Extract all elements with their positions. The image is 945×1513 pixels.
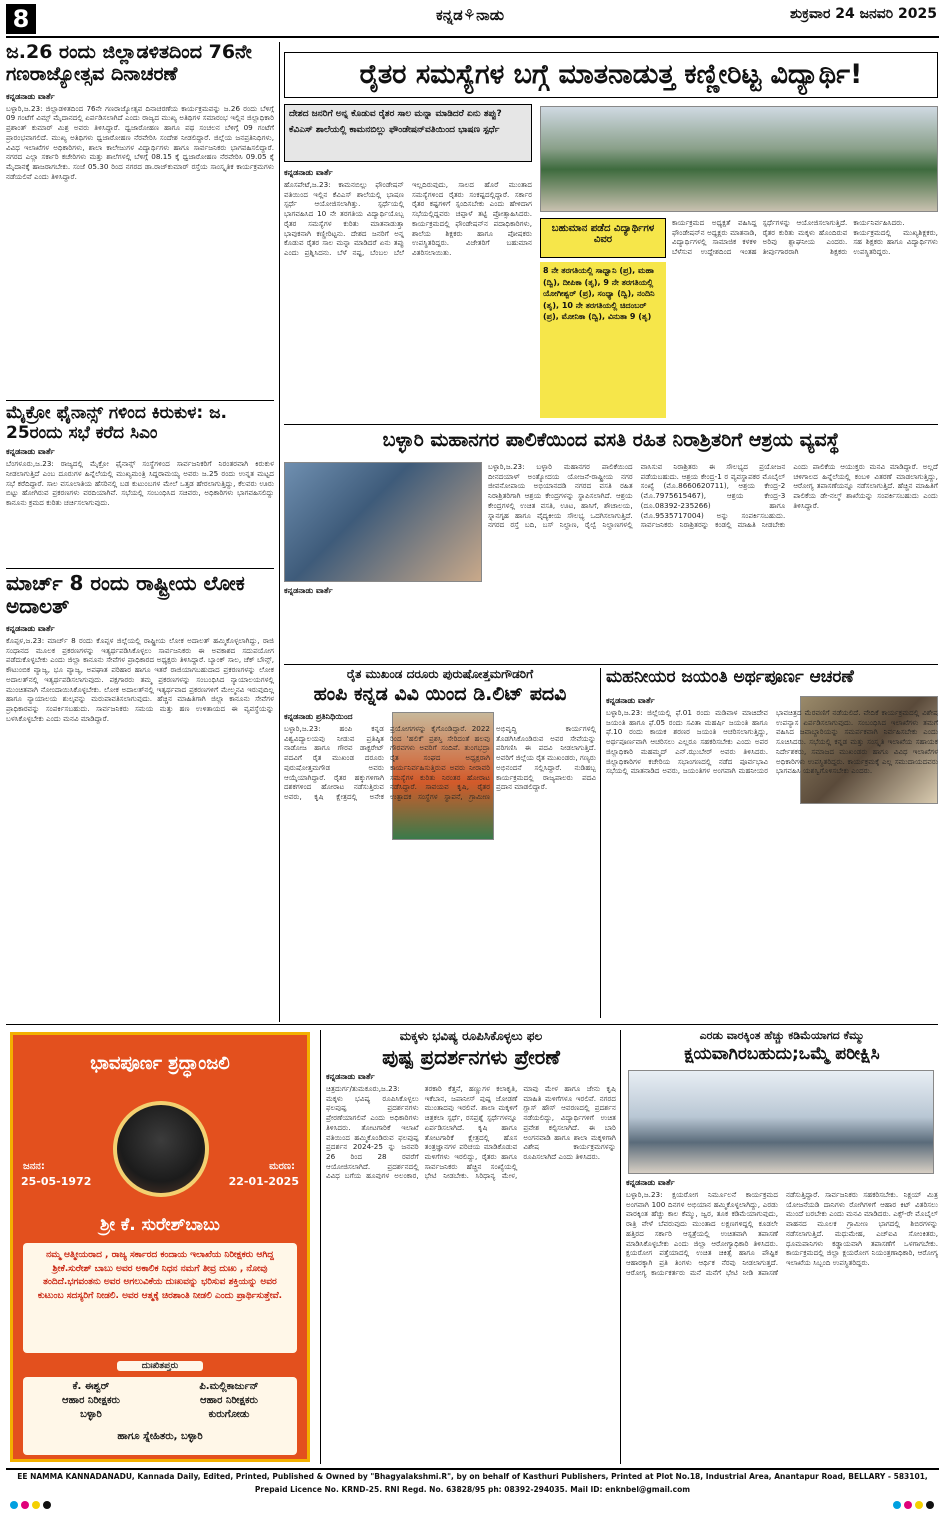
divider bbox=[6, 400, 274, 401]
mourner1-name: ಕೆ. ಈಶ್ವರ್ bbox=[72, 1381, 110, 1392]
column-divider bbox=[320, 1030, 321, 1464]
farmers-headline-box bbox=[284, 52, 938, 98]
friends-line: ಹಾಗೂ ಸ್ನೇಹಿತರು, ಬಳ್ಳಾರಿ bbox=[117, 1431, 203, 1442]
divider bbox=[284, 424, 938, 425]
footer-rule bbox=[6, 1468, 939, 1470]
headline: ಮಹನೀಯರ ಜಯಂತಿ ಅರ್ಥಪೂರ್ಣ ಆಚರಣೆ bbox=[606, 667, 854, 687]
farmers-subhead-box bbox=[284, 104, 532, 162]
column-divider bbox=[279, 42, 280, 1022]
prize-title-box bbox=[540, 218, 666, 258]
header-rule bbox=[6, 36, 939, 38]
article-shelter bbox=[284, 430, 938, 452]
prize-list bbox=[540, 262, 666, 418]
mourner1-place: ಬಳ್ಳಾರಿ bbox=[80, 1409, 102, 1420]
byline: ಕನ್ನಡನಾಡು ವಾರ್ತೆ bbox=[326, 1072, 375, 1081]
headline: ಕ್ಷಯವಾಗಿರಬಹುದು;ಒಮ್ಮೆ ಪರೀಕ್ಷಿಸಿ bbox=[684, 1043, 880, 1064]
mourners-box bbox=[23, 1377, 297, 1455]
headline: ಪುಷ್ಪ ಪ್ರದರ್ಶನಗಳು ಪ್ರೇರಣೆ bbox=[382, 1044, 560, 1069]
tribute-title: ಭಾವಪೂರ್ಣ ಶ್ರದ್ಧಾಂಜಲಿ bbox=[90, 1053, 230, 1074]
article-body: ಬಳ್ಳಾರಿ,ಜ.23: ಜಿಲ್ಲೆಯಲ್ಲಿ ಫೆ.01 ರಂದು ಮಡಿವಾಳ ಮಾಚಿದೇವ ಜಯಂತಿ ಹಾಗೂ ಫೆ.05 ರಂದು ಸವಿತಾ ಮಹರ್ಷಿ ಜಯಂತಿ ಹಾಗೂ ಫೆ.10 ರಂದು ಕಾಯಕ ಶರಣರ ಜಯಂತಿ ಆಚರಿಸಲಾಗುತ್ತಿದ್ದು, ಅರ್ಥಪೂರ್ಣವಾಗಿ ಆಚರಿಸಲು ಎಲ್ಲರೂ ಸಹಕರಿಸಬೇಕು ಎಂದು ಅಪರ ಜಿಲ್ಲಾಧಿಕಾರಿ ಮಹಮ್ಮದ್ ಎನ್.ಝುಬೇರ್ ಅವರು ತಿಳಿಸಿದರು. ಜಿಲ್ಲಾಧಿಕಾರಿಗಳ ಕಚೇರಿಯ ಸಭಾಂಗಣದಲ್ಲಿ ನಡೆದ ಪೂರ್ವಭಾವಿ ಸಭೆಯಲ್ಲಿ ಮಾತನಾಡಿದ ಅವರು, ಜಯಂತಿಗಳ ಅಂಗವಾಗಿ ಮಹನೀಯರ ಭಾವಚಿತ್ರದ ಮೆರವಣಿಗೆ ನಡೆಯಲಿದೆ. ವೇದಿಕೆ ಕಾರ್ಯಕ್ರಮದಲ್ಲಿ ವಿಶೇಷ ಉಪನ್ಯಾಸ ಏರ್ಪಡಿಸಲಾಗುವುದು. ಸಂಬಂಧಿಸಿದ ಇಲಾಖೆಗಳು ತಮಗೆ ವಹಿಸಿದ ಜವಾಬ್ದಾರಿಯನ್ನು ಸಮರ್ಪಕವಾಗಿ ನಿರ್ವಹಿಸಬೇಕು ಎಂದು ಸೂಚಿಸಿದರು. ಸಭೆಯಲ್ಲಿ ಕನ್ನಡ ಮತ್ತು ಸಂಸ್ಕೃತಿ ಇಲಾಖೆಯ ಸಹಾಯಕ ನಿರ್ದೇಶಕರು, ಸಮಾಜದ ಮುಖಂಡರು ಹಾಗೂ ವಿವಿಧ ಇಲಾಖೆಗಳ ಅಧಿಕಾರಿಗಳು ಉಪಸ್ಥಿತರಿದ್ದರು. ಕಾರ್ಯಕ್ರಮಕ್ಕೆ ಎಲ್ಲ ಸಮುದಾಯದವರು ಭಾಗವಹಿಸಿ ಯಶಸ್ವಿಗೊಳಿಸಬೇಕು ಎಂದರು. bbox=[606, 708, 938, 776]
article-flower-show bbox=[326, 1030, 616, 1069]
byline: ಕನ್ನಡನಾಡು ವಾರ್ತೆ bbox=[6, 624, 55, 633]
byline: ಕನ್ನಡನಾಡು ವಾರ್ತೆ bbox=[606, 696, 655, 705]
tb-byline-wrap bbox=[626, 1178, 776, 1190]
article-body: ಬಳ್ಳಾರಿ,ಜ.23: ಬಳ್ಳಾರಿ ಮಹಾನಗರ ಪಾಲಿಕೆಯಿಂದ ದೀನದಯಾಳ್ ಅಂತ್ಯೋದಯ ಯೋಜನೆ-ರಾಷ್ಟ್ರೀಯ ನಗರ ಜೀವನೋಪಾಯ ಅಭಿಯಾನದಡಿ ನಗರದ ವಸತಿ ರಹಿತ ನಿರಾಶ್ರಿತರಿಗಾಗಿ ಆಶ್ರಯ ಕೇಂದ್ರಗಳನ್ನು ಸ್ಥಾಪಿಸಲಾಗಿದೆ. ಆಶ್ರಯ ಕೇಂದ್ರಗಳಲ್ಲಿ ಉಚಿತ ವಸತಿ, ಊಟ, ಹಾಸಿಗೆ, ಶೌಚಾಲಯ, ಸ್ನಾನಗೃಹ ಹಾಗೂ ವೈದ್ಯಕೀಯ ಸೌಲಭ್ಯ ಒದಗಿಸಲಾಗುತ್ತಿದೆ. ನಗರದ ರಸ್ತೆ ಬದಿ, ಬಸ್ ನಿಲ್ದಾಣ, ರೈಲ್ವೆ ನಿಲ್ದಾಣಗಳಲ್ಲಿ ವಾಸಿಸುವ ನಿರಾಶ್ರಿತರು ಈ ಸೌಲಭ್ಯದ ಪ್ರಯೋಜನ ಪಡೆಯಬಹುದು. ಆಶ್ರಯ ಕೇಂದ್ರ-1 ರ ವ್ಯವಸ್ಥಾಪಕರ ಮೊಬೈಲ್ ಸಂಖ್ಯೆ (ಮೊ.8660620711), ಆಶ್ರಯ ಕೇಂದ್ರ-2 (ಮೊ.7975615467), ಆಶ್ರಯ ಕೇಂದ್ರ-3 (ದೂ.08392-235266) ಹಾಗೂ (ಮೊ.9535717004) ಅನ್ನು ಸಂಪರ್ಕಿಸಬಹುದು. ಸಾರ್ವಜನಿಕರು ನಿರಾಶ್ರಿತರನ್ನು ಕಂಡಲ್ಲಿ ಮಾಹಿತಿ ನೀಡಬೇಕು ಎಂದು ಪಾಲಿಕೆಯ ಆಯುಕ್ತರು ಮನವಿ ಮಾಡಿದ್ದಾರೆ. ಅಲ್ಲದೆ ಚಳಿಗಾಲದ ಹಿನ್ನೆಲೆಯಲ್ಲಿ ಕಂಬಳಿ ವಿತರಣೆ ಮಾಡಲಾಗುತ್ತಿದ್ದು, ಆರೋಗ್ಯ ತಪಾಸಣೆಯನ್ನೂ ನಡೆಸಲಾಗುತ್ತಿದೆ. ಹೆಚ್ಚಿನ ಮಾಹಿತಿಗೆ ಪಾಲಿಕೆಯ ಡೇ-ನಲ್ಮ್ ಶಾಖೆಯನ್ನು ಸಂಪರ್ಕಿಸಬಹುದು ಎಂದು ತಿಳಿಸಿದ್ದಾರೆ. bbox=[488, 462, 938, 530]
prize-title: ಬಹುಮಾನ ಪಡೆದ ವಿದ್ಯಾರ್ಥಿಗಳ ವಿವರ bbox=[551, 223, 655, 245]
divider bbox=[284, 664, 938, 665]
article-body: ಹೊಸಪೇಟೆ,ಜ.23: ಕಾಮನಬಿಲ್ಲು ಫೌಂಡೇಷನ್ ವತಿಯಿಂದ ಇಲ್ಲಿನ ಕೆವಿಎಸ್ ಶಾಲೆಯಲ್ಲಿ ಭಾಷಣ ಸ್ಪರ್ಧೆ ಆಯೋಜಿಸಲಾಗಿತ್ತು. ಸ್ಪರ್ಧೆಯಲ್ಲಿ ಭಾಗವಹಿಸಿದ 10 ನೇ ತರಗತಿಯ ವಿದ್ಯಾರ್ಥಿಯೊಬ್ಬ ರೈತರ ಸಮಸ್ಯೆಗಳ ಕುರಿತು ಮಾತನಾಡುತ್ತಾ ಭಾವುಕನಾಗಿ ಕಣ್ಣೀರಿಟ್ಟನು. ದೇಶದ ಜನರಿಗೆ ಅನ್ನ ಕೊಡುವ ರೈತರ ಸಾಲ ಮನ್ನಾ ಮಾಡಿದರೆ ಏನು ತಪ್ಪು ಎಂದು ಪ್ರಶ್ನಿಸಿದನು. ಬೆಳೆ ನಷ್ಟ, ಬೆಂಬಲ ಬೆಲೆ ಇಲ್ಲದಿರುವುದು, ಸಾಲದ ಹೊರೆ ಮುಂತಾದ ಸಮಸ್ಯೆಗಳಿಂದ ರೈತರು ಸಂಕಷ್ಟದಲ್ಲಿದ್ದಾರೆ. ಸರ್ಕಾರ ರೈತರ ಕಷ್ಟಗಳಿಗೆ ಸ್ಪಂದಿಸಬೇಕು ಎಂದು ಹೇಳಿದಾಗ ಸಭೆಯಲ್ಲಿದ್ದವರು ಚಪ್ಪಾಳೆ ತಟ್ಟಿ ಪ್ರೋತ್ಸಾಹಿಸಿದರು. ಕಾರ್ಯಕ್ರಮದಲ್ಲಿ ಫೌಂಡೇಷನ್‌ನ ಪದಾಧಿಕಾರಿಗಳು, ಶಾಲೆಯ ಶಿಕ್ಷಕರು ಹಾಗೂ ಪೋಷಕರು ಉಪಸ್ಥಿತರಿದ್ದರು. ವಿಜೇತರಿಗೆ ಬಹುಮಾನ ವಿತರಿಸಲಾಯಿತು. bbox=[284, 180, 532, 258]
headline-top: ಮಕ್ಕಳು ಭವಿಷ್ಯ ರೂಪಿಸಿಕೊಳ್ಳಲು ಫಲ bbox=[399, 1029, 543, 1043]
byline: ಕನ್ನಡನಾಡು ವಾರ್ತೆ bbox=[6, 447, 55, 457]
footer-line2: Prepaid Licence No. KRND-25. RNI Regd. No. 63828/95 ph: 08392-294035. Mail ID: enknbel@gmail.com bbox=[254, 1485, 691, 1494]
byline: ಕನ್ನಡನಾಡು ವಾರ್ತೆ bbox=[284, 168, 333, 177]
byline: ಕನ್ನಡನಾಡು ವಾರ್ತೆ bbox=[6, 91, 55, 101]
subhead-question: ದೇಶದ ಜನರಿಗೆ ಅನ್ನ ಕೊಡುವ ರೈತರ ಸಾಲ ಮನ್ನಾ ಮಾಡಿದರೆ ಏನು ತಪ್ಪು? bbox=[289, 109, 502, 119]
column-divider bbox=[600, 668, 601, 1018]
born-date: 25-05-1972 bbox=[21, 1175, 92, 1188]
column-divider bbox=[620, 1030, 621, 1464]
mourner1-role: ಆಹಾರ ನಿರೀಕ್ಷಕರು bbox=[62, 1395, 120, 1406]
article-micro-finance bbox=[6, 404, 274, 566]
subhead: ಕೆವಿಎಸ್ ಶಾಲೆಯಲ್ಲಿ ಕಾಮನಬಿಲ್ಲು ಫೌಂಡೇಷನ್‌ವತಿಯಿಂದ ಭಾಷಣ ಸ್ಪರ್ಧೆ bbox=[289, 124, 500, 135]
registration-dots-left bbox=[10, 1494, 54, 1513]
headline: ಮಾರ್ಚ್ 8 ರಂದು ರಾಷ್ಟ್ರೀಯ ಲೋಕ ಅದಾಲತ್ bbox=[6, 571, 245, 618]
article-tb-test bbox=[626, 1030, 938, 1064]
students-group-photo bbox=[540, 106, 938, 212]
health-camp-photo bbox=[628, 1070, 934, 1174]
masthead: ಕನ್ನಡ⚘ನಾಡು bbox=[435, 6, 505, 24]
article-lok-adalat bbox=[6, 572, 274, 1020]
prize-list-text: 8 ನೇ ತರಗತಿಯಲ್ಲಿ ಸಾಧ್ವಾನಿ (ಪ್ರ), ಮಹಾ (ದ್ವಿ), ದೀಪಿಕಾ (ತೃ), 9 ನೇ ತರಗತಿಯಲ್ಲಿ ಯೋಗೀಶ್ವರ್ (ಪ್ರ), ಸಂಧ್ಯಾ (ದ್ವಿ), ನಂದಿನಿ (ತೃ), 10 ನೇ ತರಗತಿಯಲ್ಲಿ ಚಿದಂಬರ್ (ಪ್ರ), ಮೋನಿಕಾ (ದ್ವಿ), ವಿನುತಾ 9 (ತೃ) bbox=[543, 266, 655, 322]
tribute-ad bbox=[10, 1032, 310, 1462]
page-number: 8 bbox=[6, 4, 36, 34]
article-body: ಬಳ್ಳಾರಿ,ಜ.23: ಕ್ಷಯರೋಗ ನಿರ್ಮೂಲನೆ ಕಾರ್ಯಕ್ರಮದ ಅಂಗವಾಗಿ 100 ದಿನಗಳ ಅಭಿಯಾನ ಹಮ್ಮಿಕೊಳ್ಳಲಾಗಿದ್ದು, ಎರಡು ವಾರಕ್ಕಿಂತ ಹೆಚ್ಚು ಕಾಲ ಕೆಮ್ಮು, ಜ್ವರ, ತೂಕ ಕಡಿಮೆಯಾಗುವುದು, ರಾತ್ರಿ ವೇಳೆ ಬೆವರುವುದು ಮುಂತಾದ ಲಕ್ಷಣಗಳಿದ್ದಲ್ಲಿ ಕೂಡಲೇ ಹತ್ತಿರದ ಸರ್ಕಾರಿ ಆಸ್ಪತ್ರೆಯಲ್ಲಿ ಉಚಿತವಾಗಿ ತಪಾಸಣೆ ಮಾಡಿಸಿಕೊಳ್ಳಬೇಕು ಎಂದು ಜಿಲ್ಲಾ ಆರೋಗ್ಯಾಧಿಕಾರಿ ತಿಳಿಸಿದರು. ಕ್ಷಯರೋಗ ಪತ್ತೆಯಾದಲ್ಲಿ ಉಚಿತ ಚಿಕಿತ್ಸೆ ಹಾಗೂ ಪೌಷ್ಟಿಕ ಆಹಾರಕ್ಕಾಗಿ ಪ್ರತಿ ತಿಂಗಳು ಆರ್ಥಿಕ ನೆರವು ನೀಡಲಾಗುತ್ತದೆ. ಆರೋಗ್ಯ ಕಾರ್ಯಕರ್ತರು ಮನೆ ಮನೆಗೆ ಭೇಟಿ ನೀಡಿ ತಪಾಸಣೆ ನಡೆಸುತ್ತಿದ್ದಾರೆ. ಸಾರ್ವಜನಿಕರು ಸಹಕರಿಸಬೇಕು. ನಿಕ್ಷಯ್ ಮಿತ್ರ ಯೋಜನೆಯಡಿ ದಾನಿಗಳು ರೋಗಿಗಳಿಗೆ ಆಹಾರ ಕಿಟ್ ವಿತರಿಸಲು ಮುಂದೆ ಬರಬೇಕು ಎಂದು ಮನವಿ ಮಾಡಿದರು. ಎಕ್ಸ್-ರೇ ಮೊಬೈಲ್ ವಾಹನದ ಮೂಲಕ ಗ್ರಾಮೀಣ ಭಾಗದಲ್ಲಿ ಶಿಬಿರಗಳನ್ನು ನಡೆಸಲಾಗುತ್ತಿದೆ. ಮಧುಮೇಹ, ಎಚ್‌ಐವಿ ಸೋಂಕಿತರು, ಧೂಮಪಾನಿಗಳು ಕಡ್ಡಾಯವಾಗಿ ತಪಾಸಣೆಗೆ ಒಳಗಾಗಬೇಕು. ಕಾರ್ಯಕ್ರಮದಲ್ಲಿ ಜಿಲ್ಲಾ ಕ್ಷಯರೋಗ ನಿಯಂತ್ರಣಾಧಿಕಾರಿ, ಆರೋಗ್ಯ ಇಲಾಖೆಯ ಸಿಬ್ಬಂದಿ ಉಪಸ್ಥಿತರಿದ್ದರು. bbox=[626, 1190, 938, 1277]
article-body: ಬಳ್ಳಾರಿ,ಜ.23: ಹಂಪಿ ಕನ್ನಡ ವಿಶ್ವವಿದ್ಯಾಲಯವು ನೀಡುವ ಪ್ರತಿಷ್ಠಿತ ನಾಡೋಜ ಹಾಗೂ ಗೌರವ ಡಾಕ್ಟರೇಟ್ ಪದವಿಗೆ ರೈತ ಮುಖಂಡ ದರೂರು ಪುರುಷೋತ್ತಮಗೌಡ ಅವರು ಆಯ್ಕೆಯಾಗಿದ್ದಾರೆ. ರೈತರ ಹಕ್ಕುಗಳಿಗಾಗಿ ದಶಕಗಳಿಂದ ಹೋರಾಟ ನಡೆಸುತ್ತಿರುವ ಅವರು, ಕೃಷಿ ಕ್ಷೇತ್ರದಲ್ಲಿ ಅನೇಕ ಪ್ರಯೋಗಗಳನ್ನು ಕೈಗೊಂಡಿದ್ದಾರೆ. 2022 ರಿಂದ 'ಹಲಿಕೆ' ಪ್ರಶಸ್ತಿ ಸೇರಿದಂತೆ ಹಲವು ಗೌರವಗಳು ಅವರಿಗೆ ಸಂದಿವೆ. ತುಂಗಭದ್ರಾ ರೈತ ಸಂಘದ ಅಧ್ಯಕ್ಷರಾಗಿ ಕಾರ್ಯನಿರ್ವಹಿಸುತ್ತಿರುವ ಅವರು ನೀರಾವರಿ ಸಮಸ್ಯೆಗಳ ಕುರಿತು ನಿರಂತರ ಹೋರಾಟ ನಡೆಸಿದ್ದಾರೆ. ಸಾವಯವ ಕೃಷಿ, ರೈತರ ಉತ್ಪಾದಕ ಸಂಸ್ಥೆಗಳ ಸ್ಥಾಪನೆ, ಗ್ರಾಮೀಣ ಅಭಿವೃದ್ಧಿ ಕಾರ್ಯಗಳಲ್ಲಿ ತೊಡಗಿಸಿಕೊಂಡಿರುವ ಅವರ ಸೇವೆಯನ್ನು ಪರಿಗಣಿಸಿ ಈ ಪದವಿ ನೀಡಲಾಗುತ್ತಿದೆ. ಅವರಿಗೆ ಜಿಲ್ಲೆಯ ರೈತ ಮುಖಂಡರು, ಗಣ್ಯರು ಅಭಿನಂದನೆ ಸಲ್ಲಿಸಿದ್ದಾರೆ. ನುಡಿಹಬ್ಬ ಕಾರ್ಯಕ್ರಮದಲ್ಲಿ ರಾಜ್ಯಪಾಲರು ಪದವಿ ಪ್ರದಾನ ಮಾಡಲಿದ್ದಾರೆ. bbox=[284, 724, 596, 802]
mourner2-name: ಪಿ.ಮಲ್ಲಿಕಾರ್ಜುನ್ bbox=[199, 1381, 259, 1392]
article-body: ಕೊಪ್ಪಳ,ಜ.23: ಮಾರ್ಚ್ 8 ರಂದು ಕೊಪ್ಪಳ ಜಿಲ್ಲೆಯಲ್ಲಿ ರಾಷ್ಟ್ರೀಯ ಲೋಕ ಅದಾಲತ್ ಹಮ್ಮಿಕೊಳ್ಳಲಾಗಿದ್ದು, ರಾಜಿ ಸಂಧಾನದ ಮೂಲಕ ಪ್ರಕರಣಗಳನ್ನು ಇತ್ಯರ್ಥಪಡಿಸಿಕೊಳ್ಳಲು ಸಾರ್ವಜನಿಕರು ಈ ಅವಕಾಶದ ಸದುಪಯೋಗ ಪಡೆದುಕೊಳ್ಳಬೇಕು ಎಂದು ಜಿಲ್ಲಾ ಕಾನೂನು ಸೇವೆಗಳ ಪ್ರಾಧಿಕಾರದ ಅಧ್ಯಕ್ಷರು ತಿಳಿಸಿದ್ದಾರೆ. ಬ್ಯಾಂಕ್ ಸಾಲ, ಚೆಕ್ ಬೌನ್ಸ್, ಕೌಟುಂಬಿಕ ವ್ಯಾಜ್ಯ, ಭೂ ವ್ಯಾಜ್ಯ, ಅಪಘಾತ ಪರಿಹಾರ ಹಾಗೂ ಇತರೆ ರಾಜಿಯಾಗಬಹುದಾದ ಪ್ರಕರಣಗಳನ್ನು ಲೋಕ ಅದಾಲತ್‌ನಲ್ಲಿ ಇತ್ಯರ್ಥಪಡಿಸಲಾಗುವುದು. ಪಕ್ಷಗಾರರು ತಮ್ಮ ಪ್ರಕರಣಗಳನ್ನು ಸಂಬಂಧಿಸಿದ ನ್ಯಾಯಾಲಯಗಳಲ್ಲಿ ಮುಂಚಿತವಾಗಿ ನೋಂದಾಯಿಸಿಕೊಳ್ಳಬೇಕು. ಲೋಕ ಅದಾಲತ್‌ನಲ್ಲಿ ಇತ್ಯರ್ಥವಾದ ಪ್ರಕರಣಗಳಿಗೆ ಮೇಲ್ಮನವಿ ಇರುವುದಿಲ್ಲ ಹಾಗೂ ನ್ಯಾಯಾಲಯ ಶುಲ್ಕವನ್ನು ಮರುಪಾವತಿಸಲಾಗುವುದು. ಹೆಚ್ಚಿನ ಮಾಹಿತಿಗಾಗಿ ಜಿಲ್ಲಾ ಕಾನೂನು ಸೇವೆಗಳ ಪ್ರಾಧಿಕಾರವನ್ನು ಸಂಪರ್ಕಿಸಬಹುದು. ಸಾರ್ವಜನಿಕರು ಸಮಯ ಮತ್ತು ಹಣ ಉಳಿತಾಯದ ಈ ವ್ಯವಸ್ಥೆಯನ್ನು ಬಳಸಿಕೊಳ್ಳಬೇಕು ಎಂದು ಮನವಿ ಮಾಡಿದ್ದಾರೆ. bbox=[6, 636, 274, 723]
registration-dots-right bbox=[893, 1494, 937, 1513]
article-jayanti bbox=[606, 668, 938, 688]
article-body: ಬಳ್ಳಾರಿ,ಜ.23: ಜಿಲ್ಲಾಡಳಿತದಿಂದ 76ನೇ ಗಣರಾಜ್ಯೋತ್ಸವ ದಿನಾಚರಣೆಯ ಕಾರ್ಯಕ್ರಮವನ್ನು ಜ.26 ರಂದು ಬೆಳಿಗ್ಗೆ 09 ಗಂಟೆಗೆ ವಿಮ್ಸ್ ಮೈದಾನದಲ್ಲಿ ಏರ್ಪಡಿಸಲಾಗಿದೆ ಎಂದು ರಾಜ್ಯದ ಮುಖ್ಯ ಅತಿಥಿಗಳ ಸಮಾರಂಭ ಇಲ್ಲಿನ ಜಿಲ್ಲಾಧಿಕಾರಿ ಪ್ರಶಾಂತ್ ಕುಮಾರ್ ಮಿಶ್ರ ಅವರು ತಿಳಿಸಿದ್ದಾರೆ. ಧ್ವಜಾರೋಹಣ ಹಾಗೂ ಪಥ ಸಂಚಲನ ಬೆಳಿಗ್ಗೆ 09 ಗಂಟೆಗೆ ಪ್ರಾರಂಭವಾಗಲಿದೆ. ಮುಖ್ಯ ಅತಿಥಿಗಳು ಧ್ವಜಾರೋಹಣ ನೆರವೇರಿಸಿ ಸಂದೇಶ ನೀಡಲಿದ್ದಾರೆ. ಜಿಲ್ಲೆಯ ಜನಪ್ರತಿನಿಧಿಗಳು, ವಿವಿಧ ಇಲಾಖೆಗಳ ಅಧಿಕಾರಿಗಳು, ಶಾಲಾ ಕಾಲೇಜುಗಳ ವಿದ್ಯಾರ್ಥಿಗಳು ಹಾಗೂ ಸಾರ್ವಜನಿಕರು ಭಾಗವಹಿಸಲಿದ್ದಾರೆ. ನಗರದ ಎಲ್ಲಾ ಸರ್ಕಾರಿ ಕಚೇರಿಗಳು ಮತ್ತು ಶಾಲೆಗಳಲ್ಲಿ ಬೆಳಿಗ್ಗೆ 08.15 ಕ್ಕೆ ಧ್ವಜಾರೋಹಣ ನೆರವೇರಿಸಿ 09.05 ಕ್ಕೆ ಮೈದಾನಕ್ಕೆ ಹಾಜರಾಗಬೇಕು. ಸಂಜೆ 05.30 ರಿಂದ ನಗರದ ಡಾ.ರಾಜ್‌ಕುಮಾರ್ ರಸ್ತೆಯ ಸಾಂಸ್ಕೃತಿಕ ಕಾರ್ಯಕ್ರಮಗಳು ನಡೆಯಲಿವೆ ಎಂದು ತಿಳಿಸಿದ್ದಾರೆ. bbox=[6, 103, 274, 181]
farmers-body-col bbox=[284, 168, 532, 418]
farmers-right-body: ಕಾರ್ಯಕ್ರಮದ ಅಧ್ಯಕ್ಷತೆ ವಹಿಸಿದ್ದ ಫೌಂಡೇಷನ್‌ನ ಅಧ್ಯಕ್ಷರು ಮಾತನಾಡಿ, ವಿದ್ಯಾರ್ಥಿಗಳಲ್ಲಿ ಸಾಮಾಜಿಕ ಕಳಕಳಿ ಬೆಳೆಸುವ ಉದ್ದೇಶದಿಂದ ಇಂತಹ ಸ್ಪರ್ಧೆಗಳನ್ನು ಆಯೋಜಿಸಲಾಗುತ್ತಿದೆ. ರೈತರ ಕುರಿತು ಮಕ್ಕಳು ಹೊಂದಿರುವ ಅರಿವು ಶ್ಲಾಘನೀಯ ಎಂದರು. ತೀರ್ಪುಗಾರರಾಗಿ ಶಿಕ್ಷಕರು ಕಾರ್ಯನಿರ್ವಹಿಸಿದರು. ಕಾರ್ಯಕ್ರಮದಲ್ಲಿ ಮುಖ್ಯಶಿಕ್ಷಕರು, ಸಹ ಶಿಕ್ಷಕರು ಹಾಗೂ ವಿದ್ಯಾರ್ಥಿಗಳು ಉಪಸ್ಥಿತರಿದ್ದರು. bbox=[672, 218, 938, 257]
tribute-message: ನಮ್ಮ ಆತ್ಮೀಯರಾದ , ರಾಜ್ಯ ಸರ್ಕಾರದ ಕಂದಾಯ ಇಲಾಖೆಯ ನಿರೀಕ್ಷಕರು ಆಗಿದ್ದ ಶ್ರೀಕೆ.ಸುರೇಶ್ ಬಾಬು ಅವರ ಅಕಾಲಿಕ ನಿಧನ ನಮಗೆ ತೀವ್ರ ದುಃಖ , ನೋವು ತಂದಿದೆ.ಭಗವಂತನು ಅವರ ಅಗಲುವಿಕೆಯ ದುಃಖವನ್ನು ಭರಿಸುವ ಶಕ್ತಿಯನ್ನು ಅವರ ಕುಟುಂಬ ಸದಸ್ಯರಿಗೆ ನೀಡಲಿ. ಅವರ ಆತ್ಮಕ್ಕೆ ಚಿರಶಾಂತಿ ನೀಡಲಿ ಎಂದು ಪ್ರಾರ್ಥಿಸುತ್ತೇವೆ. bbox=[23, 1243, 297, 1353]
mourner2-role: ಆಹಾರ ನಿರೀಕ್ಷಕರು bbox=[200, 1395, 258, 1406]
died-label: ಮರಣ: bbox=[269, 1161, 295, 1172]
article-republic-day bbox=[6, 42, 274, 397]
flower-byline-wrap bbox=[326, 1072, 616, 1084]
headline: ಮೈಕ್ರೋ ಫೈನಾನ್ಸ್ ಗಳಿಂದ ಕಿರುಕುಳ: ಜ. 25ರಂದು ಸಭೆ ಕರೆದ ಸಿಎಂ bbox=[6, 403, 227, 443]
byline: ಕನ್ನಡನಾಡು ಪ್ರತಿನಿಧಿಯಿಂದ bbox=[284, 712, 353, 721]
born-label: ಜನನ: bbox=[23, 1161, 45, 1172]
headline-top: ಎರಡು ವಾರಕ್ಕಿಂತ ಹೆಚ್ಚು ಕಡಿಮೆಯಾಗದ ಕೆಮ್ಮು bbox=[699, 1029, 865, 1042]
shelter-photo bbox=[284, 462, 482, 582]
headline: ಜ.26 ರಂದು ಜಿಲ್ಲಾಡಳಿತದಿಂದ 76ನೇ ಗಣರಾಜ್ಯೋತ್ಸವ ದಿನಾಚರಣೆ bbox=[6, 41, 252, 85]
byline: ಕನ್ನಡನಾಡು ವಾರ್ತೆ bbox=[626, 1178, 675, 1187]
divider bbox=[6, 1024, 938, 1025]
mourner2-place: ಕುರುಗೋಡು bbox=[208, 1409, 250, 1420]
mourners-label: ದುಃಖಿತಪ್ತರು bbox=[117, 1361, 203, 1371]
headline: ಹಂಪಿ ಕನ್ನಡ ವಿವಿ ಯಿಂದ ಡಿ.ಲಿಟ್ ಪದವಿ bbox=[313, 682, 567, 705]
headline-top: ರೈತ ಮುಖಂಡ ದರೂರು ಪುರುಷೋತ್ತಮಗೌಡರಿಗೆ bbox=[346, 667, 534, 681]
divider bbox=[6, 568, 274, 569]
headline: ರೈತರ ಸಮಸ್ಯೆಗಳ ಬಗ್ಗೆ ಮಾತನಾಡುತ್ತ ಕಣ್ಣೀರಿಟ್ಟ ವಿದ್ಯಾರ್ಥಿ! bbox=[359, 59, 863, 90]
died-date: 22-01-2025 bbox=[228, 1175, 299, 1188]
headline: ಬಳ್ಳಾರಿ ಮಹಾನಗರ ಪಾಲಿಕೆಯಿಂದ ವಸತಿ ರಹಿತ ನಿರಾಶ್ರಿತರಿಗೆ ಆಶ್ರಯ ವ್ಯವಸ್ಥೆ bbox=[382, 429, 840, 451]
deceased-photo bbox=[113, 1101, 209, 1197]
deceased-name: ಶ್ರೀ ಕೆ. ಸುರೇಶ್‌ಬಾಬು bbox=[100, 1215, 220, 1235]
byline: ಕನ್ನಡನಾಡು ವಾರ್ತೆ bbox=[284, 586, 333, 595]
article-body: ಬೆಂಗಳೂರು,ಜ.23: ರಾಜ್ಯದಲ್ಲಿ ಮೈಕ್ರೋ ಫೈನಾನ್ಸ್ ಸಂಸ್ಥೆಗಳಿಂದ ಸಾರ್ವಜನಿಕರಿಗೆ ನಿರಂತರವಾಗಿ ಕಿರುಕುಳ ನೀಡಲಾಗುತ್ತಿದೆ ಎಂಬ ದೂರುಗಳ ಹಿನ್ನೆಲೆಯಲ್ಲಿ ಮುಖ್ಯಮಂತ್ರಿ ಸಿದ್ದರಾಮಯ್ಯ ಅವರು ಜ.25 ರಂದು ಉನ್ನತ ಮಟ್ಟದ ಸಭೆ ಕರೆದಿದ್ದಾರೆ. ಸಾಲ ವಸೂಲಾತಿಯ ಹೆಸರಿನಲ್ಲಿ ಬಡ ಕುಟುಂಬಗಳ ಮೇಲೆ ಒತ್ತಡ ಹೇರಲಾಗುತ್ತಿದ್ದು, ಕೆಲವರು ಊರು ಬಿಟ್ಟು ಹೋಗಿರುವ ಪ್ರಕರಣಗಳು ವರದಿಯಾಗಿವೆ. ಸಭೆಯಲ್ಲಿ ಸಂಬಂಧಿಸಿದ ಸಚಿವರು, ಅಧಿಕಾರಿಗಳು ಭಾಗವಹಿಸಲಿದ್ದು ಕಾನೂನು ಕ್ರಮದ ಕುರಿತು ಚರ್ಚಿಸಲಾಗುವುದು. bbox=[6, 459, 274, 507]
footer-line1: EE NAMMA KANNADANADU, Kannada Daily, Edited, Printed, Published & Owned by "Bhagyalakshmi.R", by on behalf of Kasthuri Publishers, Printed at Plot No.18, Industrial Area, Anantapur Road, BELLARY - 583101, bbox=[17, 1472, 928, 1481]
article-body: ಚಿತ್ರದುರ್ಗ/ತುಮಕೂರು,ಜ.23: ಮಕ್ಕಳು ಭವಿಷ್ಯ ರೂಪಿಸಿಕೊಳ್ಳಲು ಫಲಪುಷ್ಪ ಪ್ರದರ್ಶನಗಳು ಪ್ರೇರಣೆಯಾಗಲಿವೆ ಎಂದು ಅಧಿಕಾರಿಗಳು ತಿಳಿಸಿದರು. ತೋಟಗಾರಿಕೆ ಇಲಾಖೆ ವತಿಯಿಂದ ಹಮ್ಮಿಕೊಂಡಿರುವ ಫಲಪುಷ್ಪ ಪ್ರದರ್ಶನ 2024-25 ನ್ನು ಜನವರಿ 26 ರಿಂದ 28 ರವರೆಗೆ ಆಯೋಜಿಸಲಾಗಿದೆ. ಪ್ರದರ್ಶನದಲ್ಲಿ ವಿವಿಧ ಬಗೆಯ ಹೂವುಗಳ ಅಲಂಕಾರ, ತರಕಾರಿ ಕೆತ್ತನೆ, ಹಣ್ಣುಗಳ ಕಲಾಕೃತಿ, ಇಕೆಬಾನ, ಜಪಾನೀಸ್ ಪುಷ್ಪ ಜೋಡಣೆ ಮುಂತಾದವು ಇರಲಿವೆ. ಶಾಲಾ ಮಕ್ಕಳಿಗೆ ಚಿತ್ರಕಲಾ ಸ್ಪರ್ಧೆ, ರಸಪ್ರಶ್ನೆ ಸ್ಪರ್ಧೆಗಳನ್ನೂ ಏರ್ಪಡಿಸಲಾಗಿದೆ. ಕೃಷಿ ಹಾಗೂ ತೋಟಗಾರಿಕೆ ಕ್ಷೇತ್ರದಲ್ಲಿ ಹೊಸ ತಂತ್ರಜ್ಞಾನಗಳ ಪರಿಚಯ ಮಾಡಿಕೊಡುವ ಮಳಿಗೆಗಳು ಇರಲಿದ್ದು, ರೈತರು ಹಾಗೂ ಸಾರ್ವಜನಿಕರು ಹೆಚ್ಚಿನ ಸಂಖ್ಯೆಯಲ್ಲಿ ಭೇಟಿ ನೀಡಬೇಕು. ಸಿರಿಧಾನ್ಯ ಮೇಳ, ಮಾವು ಮೇಳ ಹಾಗೂ ಜೇನು ಕೃಷಿ ಮಾಹಿತಿ ಮಳಿಗೆಗಳೂ ಇರಲಿವೆ. ನಗರದ ಗ್ಲಾಸ್ ಹೌಸ್ ಆವರಣದಲ್ಲಿ ಪ್ರದರ್ಶನ ನಡೆಯಲಿದ್ದು, ವಿದ್ಯಾರ್ಥಿಗಳಿಗೆ ಉಚಿತ ಪ್ರವೇಶ ಕಲ್ಪಿಸಲಾಗಿದೆ. ಈ ಬಾರಿ ಅಂಗನವಾಡಿ ಹಾಗೂ ಶಾಲಾ ಮಕ್ಕಳಿಗಾಗಿ ವಿಶೇಷ ಕಾರ್ಯಕ್ರಮಗಳನ್ನು ರೂಪಿಸಲಾಗಿದೆ ಎಂದು ತಿಳಿಸಿದರು. bbox=[326, 1084, 616, 1181]
issue-date: ಶುಕ್ರವಾರ 24 ಜನವರಿ 2025 bbox=[790, 6, 937, 22]
